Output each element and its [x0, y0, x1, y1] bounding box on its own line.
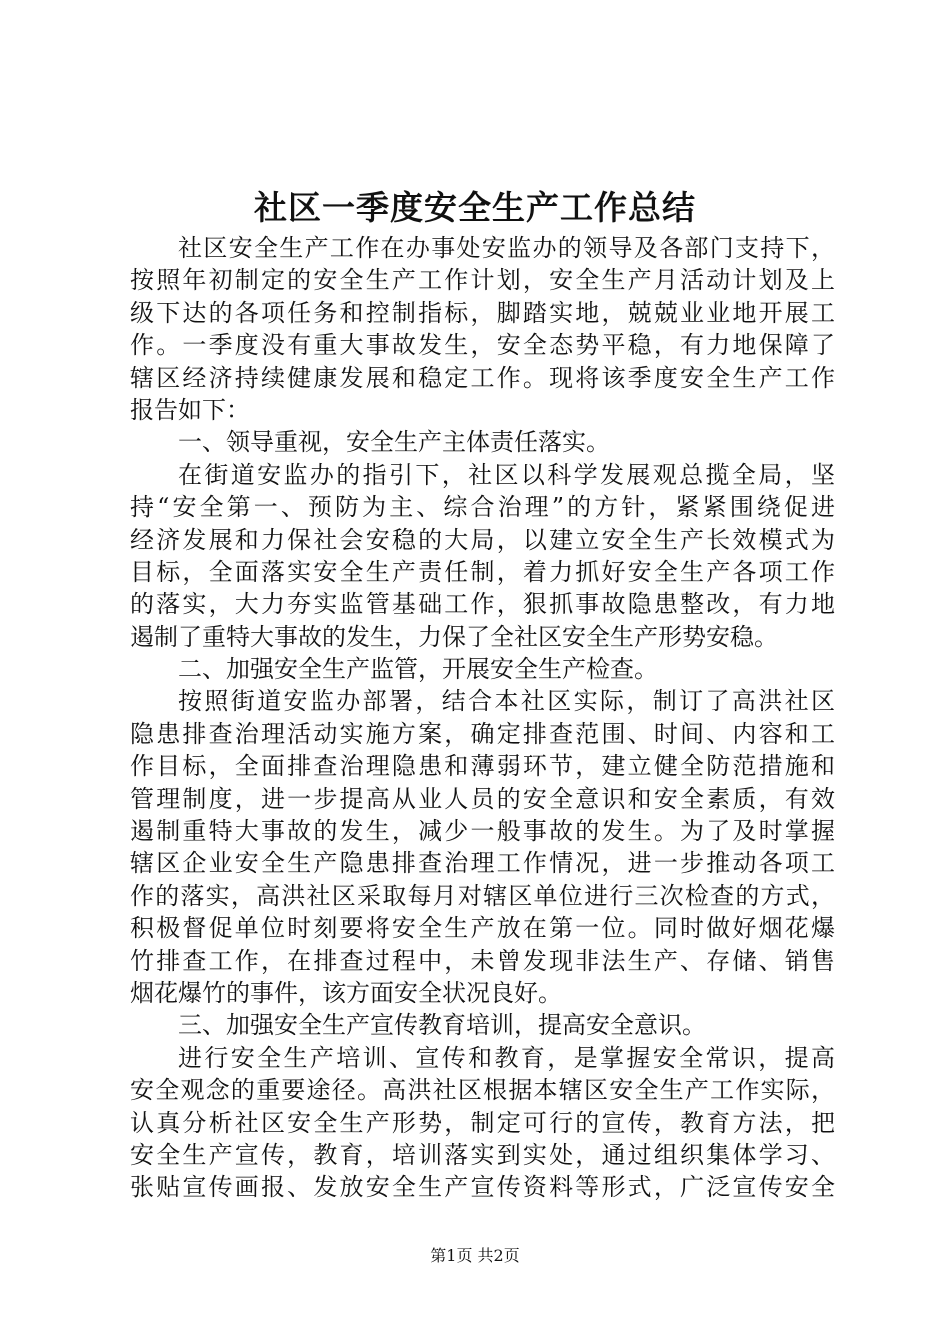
text-line: 作目标，全面排查治理隐患和薄弱环节，建立健全防范措施和: [130, 752, 835, 781]
page-footer: 第1页 共2页: [430, 1246, 520, 1265]
text-line: 竹排查工作，在排查过程中，未曾发现非法生产、存储、销售: [130, 946, 835, 975]
text-line: 安全观念的重要途径。高洪社区根据本辖区安全生产工作实际，: [130, 1076, 835, 1105]
text-line: 在街道安监办的指引下，社区以科学发展观总揽全局，坚: [178, 460, 835, 489]
text-line: 一、领导重视，安全生产主体责任落实。: [178, 428, 610, 457]
text-line: 三、加强安全生产宣传教育培训，提高安全意识。: [178, 1011, 706, 1040]
text-line: 遏制了重特大事故的发生，力保了全社区安全生产形势安稳。: [130, 622, 778, 651]
text-line: 积极督促单位时刻要将安全生产放在第一位。同时做好烟花爆: [130, 914, 835, 943]
text-line: 经济发展和力保社会安稳的大局，以建立安全生产长效模式为: [130, 525, 835, 554]
text-line: 作的落实，高洪社区采取每月对辖区单位进行三次检查的方式，: [130, 881, 835, 910]
text-line: 按照街道安监办部署，结合本社区实际，制订了高洪社区: [178, 687, 835, 716]
text-line: 级下达的各项任务和控制指标，脚踏实地，兢兢业业地开展工: [130, 298, 835, 327]
text-line: 的落实，大力夯实监管基础工作，狠抓事故隐患整改，有力地: [130, 590, 835, 619]
text-line: 进行安全生产培训、宣传和教育，是掌握安全常识，提高: [178, 1043, 835, 1072]
text-line: 隐患排查治理活动实施方案，确定排查范围、时间、内容和工: [130, 719, 835, 748]
text-line: 管理制度，进一步提高从业人员的安全意识和安全素质，有效: [130, 784, 835, 813]
text-line: 烟花爆竹的事件，该方面安全状况良好。: [130, 978, 562, 1007]
text-line: 持“安全第一、预防为主、综合治理”的方针，紧紧围绕促进: [130, 493, 835, 522]
text-line: 二、加强安全生产监管，开展安全生产检查。: [178, 655, 658, 684]
text-line: 辖区企业安全生产隐患排查治理工作情况，进一步推动各项工: [130, 849, 835, 878]
text-line: 社区安全生产工作在办事处安监办的领导及各部门支持下，: [178, 234, 835, 262]
text-line: 遏制重特大事故的发生，减少一般事故的发生。为了及时掌握: [130, 817, 835, 846]
text-line: 认真分析社区安全生产形势，制定可行的宣传，教育方法，把: [130, 1108, 835, 1137]
text-line: 张贴宣传画报、发放安全生产宣传资料等形式，广泛宣传安全: [130, 1173, 835, 1202]
text-line: 作。一季度没有重大事故发生，安全态势平稳，有力地保障了: [130, 331, 835, 360]
text-line: 安全生产宣传，教育，培训落实到实处，通过组织集体学习、: [130, 1140, 835, 1169]
text-line: 辖区经济持续健康发展和稳定工作。现将该季度安全生产工作: [130, 363, 835, 392]
text-line: 报告如下：: [130, 395, 250, 424]
document-body: [130, 232, 835, 1204]
document-title: 社区一季度安全生产工作总结: [254, 188, 696, 227]
text-line: 按照年初制定的安全生产工作计划，安全生产月活动计划及上: [130, 266, 835, 295]
text-line: 目标，全面落实安全生产责任制，着力抓好安全生产各项工作: [130, 557, 835, 586]
